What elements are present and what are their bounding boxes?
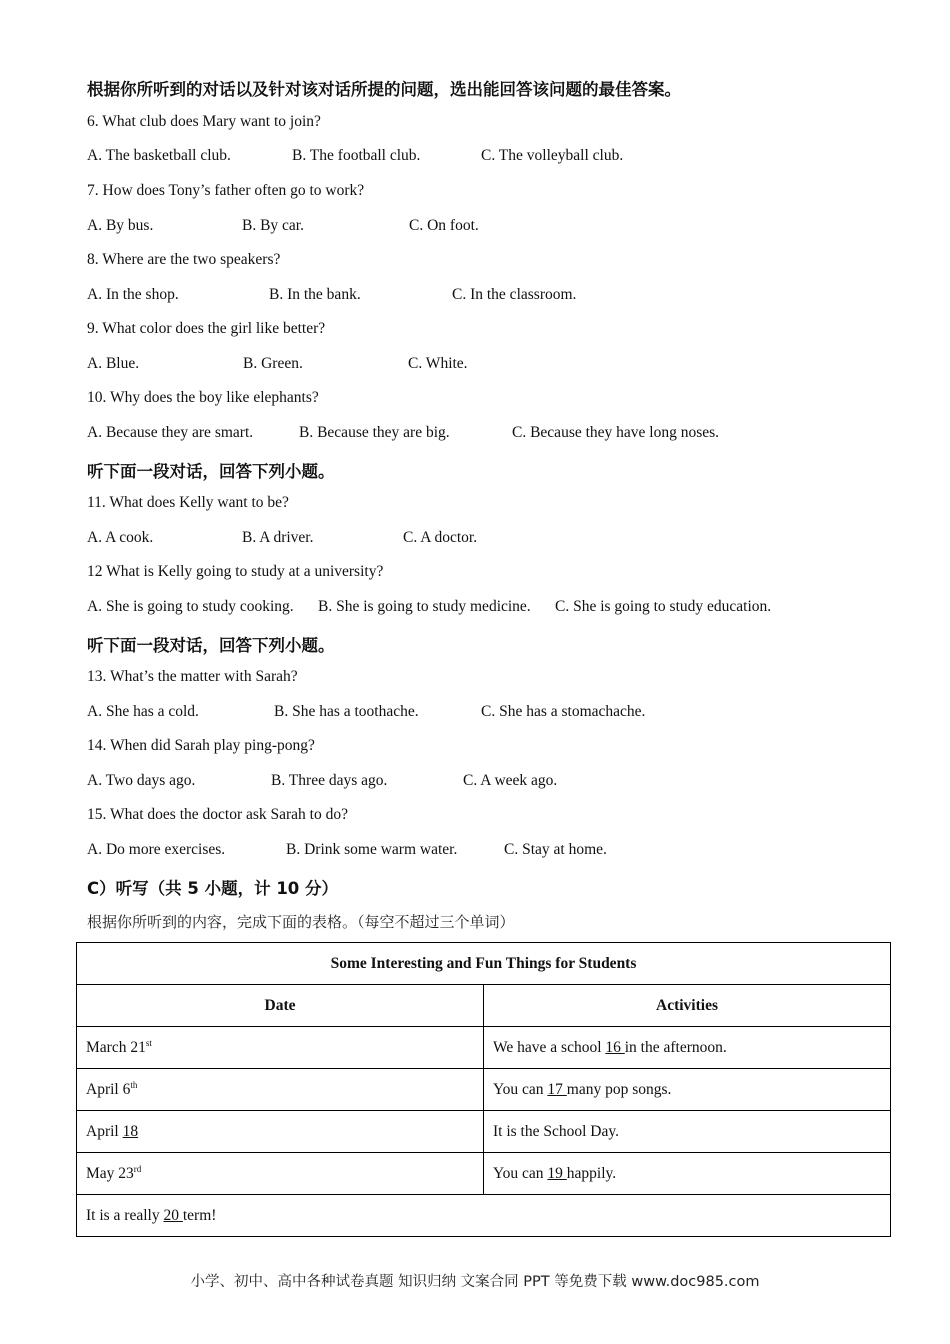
question-8: 8. Where are the two speakers?: [87, 251, 281, 268]
option-c: C. The volleyball club.: [481, 147, 624, 164]
blank-19: 19: [547, 1164, 567, 1182]
table-final-row: [77, 1195, 891, 1237]
option-a: A. By bus.: [87, 217, 154, 234]
question-11: 11. What does Kelly want to be?: [87, 494, 289, 511]
date-cell: April 6th: [77, 1069, 484, 1111]
section-c-title: C）听写（共 5 小题，计 10 分）: [87, 879, 339, 898]
activity-cell: You can 19 happily.: [484, 1153, 891, 1195]
option-a: A. A cook.: [87, 529, 154, 546]
option-b: B. Drink some warm water.: [286, 841, 458, 858]
question-9: 9. What color does the girl like better?: [87, 320, 326, 337]
option-a: A. She has a cold.: [87, 703, 199, 720]
option-c: C. Because they have long noses.: [512, 424, 720, 441]
option-c: C. Stay at home.: [504, 841, 607, 858]
date-cell: May 23rd: [77, 1153, 484, 1195]
question-12: 12 What is Kelly going to study at a university?: [87, 563, 384, 580]
option-b: B. In the bank.: [269, 286, 361, 303]
question-15: 15. What does the doctor ask Sarah to do?: [87, 806, 348, 823]
option-b: B. She has a toothache.: [274, 703, 419, 720]
activity-cell: You can 17 many pop songs.: [484, 1069, 891, 1111]
activity-cell: It is the School Day.: [484, 1111, 891, 1153]
option-c: C. A doctor.: [403, 529, 478, 546]
option-a: A. Two days ago.: [87, 772, 196, 789]
option-a: A. Blue.: [87, 355, 140, 372]
question-14: 14. When did Sarah play ping-pong?: [87, 737, 315, 754]
table-row: [77, 1153, 891, 1195]
activity-cell: We have a school 16 in the afternoon.: [484, 1027, 891, 1069]
section-instruction: 根据你所听到的对话以及针对该对话所提的问题，选出能回答该问题的最佳答案。: [87, 80, 681, 99]
option-c: C. She has a stomachache.: [481, 703, 646, 720]
column-header-date: Date: [77, 985, 484, 1027]
option-b: B. By car.: [242, 217, 304, 234]
blank-18: 18: [122, 1122, 139, 1140]
table-header-row: [77, 985, 891, 1027]
blank-17: 17: [547, 1080, 567, 1098]
option-a: A. Because they are smart.: [87, 424, 254, 441]
option-b: B. Because they are big.: [299, 424, 450, 441]
option-a: A. The basketball club.: [87, 147, 231, 164]
option-a: A. She is going to study cooking.: [87, 598, 294, 615]
option-b: B. Three days ago.: [271, 772, 388, 789]
question-13: 13. What’s the matter with Sarah?: [87, 668, 298, 685]
question-6: 6. What club does Mary want to join?: [87, 113, 321, 130]
date-cell: March 21st: [77, 1027, 484, 1069]
table-row: [77, 1111, 891, 1153]
fill-in-table: [76, 942, 891, 1237]
table-title: Some Interesting and Fun Things for Students: [77, 943, 891, 985]
option-b: B. The football club.: [292, 147, 421, 164]
column-header-activities: Activities: [484, 985, 891, 1027]
question-10: 10. Why does the boy like elephants?: [87, 389, 319, 406]
question-7: 7. How does Tony’s father often go to work?: [87, 182, 365, 199]
table-row: [77, 1027, 891, 1069]
table-row: [77, 1069, 891, 1111]
date-cell: April 18: [77, 1111, 484, 1153]
option-a: A. Do more exercises.: [87, 841, 226, 858]
page-footer: 小学、初中、高中各种试卷真题 知识归纳 文案合同 PPT 等免费下载 www.doc985.com: [190, 1274, 760, 1290]
option-c: C. White.: [408, 355, 468, 372]
option-c: C. In the classroom.: [452, 286, 577, 303]
option-b: B. Green.: [243, 355, 303, 372]
blank-20: 20: [163, 1206, 183, 1224]
section-c-note: 根据你所听到的内容，完成下面的表格。（每空不超过三个单词）: [87, 913, 515, 931]
option-c: C. A week ago.: [463, 772, 558, 789]
final-cell: It is a really 20 term!: [77, 1195, 891, 1237]
option-a: A. In the shop.: [87, 286, 179, 303]
option-c: C. She is going to study education.: [555, 598, 772, 615]
subheading-dialogue-2: 听下面一段对话，回答下列小题。: [87, 636, 335, 655]
option-b: B. A driver.: [242, 529, 314, 546]
option-b: B. She is going to study medicine.: [318, 598, 531, 615]
subheading-dialogue-1: 听下面一段对话，回答下列小题。: [87, 462, 335, 481]
blank-16: 16: [605, 1038, 625, 1056]
option-c: C. On foot.: [409, 217, 479, 234]
table-title-row: [77, 943, 891, 985]
